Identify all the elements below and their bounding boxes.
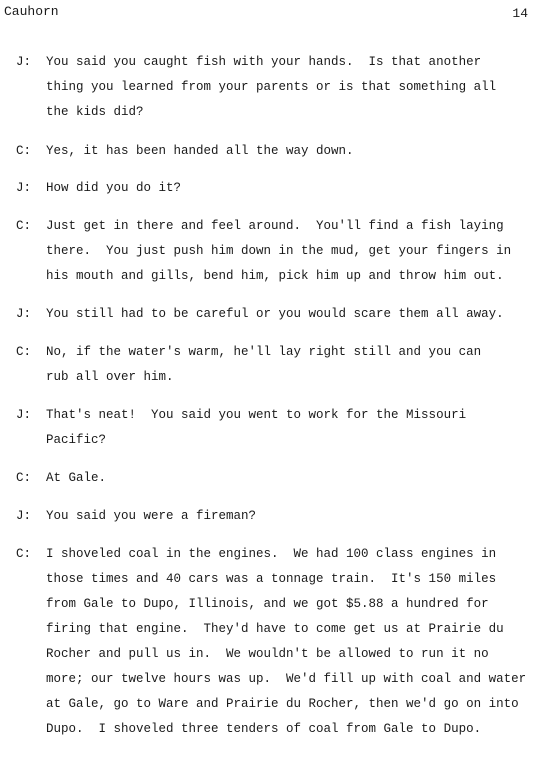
text-line: You said you were a fireman? bbox=[46, 509, 257, 523]
text-line: Rocher and pull us in. We wouldn't be allowed to run it no bbox=[46, 647, 489, 661]
turn-text bbox=[46, 466, 546, 491]
text-line: That's neat! You said you went to work for the Missouri bbox=[46, 408, 467, 422]
text-line: at Gale, go to Ware and Prairie du Rocher, then we'd go on into bbox=[46, 697, 519, 711]
text-line: Pacific? bbox=[46, 433, 107, 447]
turn-text bbox=[46, 403, 546, 453]
speaker-label: J: bbox=[16, 307, 32, 321]
text-line: rub all over him. bbox=[46, 370, 174, 384]
header-interviewee-name: Cauhorn bbox=[4, 4, 59, 19]
turn-text bbox=[46, 504, 546, 529]
speaker-label: C: bbox=[16, 345, 32, 359]
text-line: thing you learned from your parents or is that something all bbox=[46, 80, 497, 94]
turn-text bbox=[46, 139, 546, 164]
text-line: those times and 40 cars was a tonnage train. It's 150 miles bbox=[46, 572, 497, 586]
text-line: Dupo. I shoveled three tenders of coal from Gale to Dupo. bbox=[46, 722, 482, 736]
speaker-label: C: bbox=[16, 547, 32, 561]
speaker-label: C: bbox=[16, 219, 32, 233]
text-line: You said you caught fish with your hands. Is that another bbox=[46, 55, 482, 69]
turn-text bbox=[46, 176, 546, 201]
text-line: At Gale. bbox=[46, 471, 107, 485]
text-line: Just get in there and feel around. You'll find a fish laying bbox=[46, 219, 504, 233]
turn-text bbox=[46, 542, 546, 742]
text-line: from Gale to Dupo, Illinois, and we got $5.88 a hundred for bbox=[46, 597, 489, 611]
page-number: 14 bbox=[512, 6, 528, 21]
text-line: his mouth and gills, bend him, pick him up and throw him out. bbox=[46, 269, 504, 283]
text-line: You still had to be careful or you would scare them all away. bbox=[46, 307, 504, 321]
turn-text bbox=[46, 302, 546, 327]
text-line: How did you do it? bbox=[46, 181, 182, 195]
text-line: the kids did? bbox=[46, 105, 144, 119]
speaker-label: C: bbox=[16, 471, 32, 485]
turn-text bbox=[46, 214, 546, 289]
turn-text bbox=[46, 50, 546, 125]
speaker-label: J: bbox=[16, 408, 32, 422]
text-line: Yes, it has been handed all the way down. bbox=[46, 144, 354, 158]
text-line: there. You just push him down in the mud, get your fingers in bbox=[46, 244, 512, 258]
text-line: I shoveled coal in the engines. We had 100 class engines in bbox=[46, 547, 497, 561]
speaker-label: J: bbox=[16, 55, 32, 69]
speaker-label: J: bbox=[16, 509, 32, 523]
text-line: more; our twelve hours was up. We'd fill up with coal and water bbox=[46, 672, 527, 686]
speaker-label: J: bbox=[16, 181, 32, 195]
speaker-label: C: bbox=[16, 144, 32, 158]
text-line: firing that engine. They'd have to come get us at Prairie du bbox=[46, 622, 504, 636]
text-line: No, if the water's warm, he'll lay right still and you can bbox=[46, 345, 482, 359]
turn-text bbox=[46, 340, 546, 390]
